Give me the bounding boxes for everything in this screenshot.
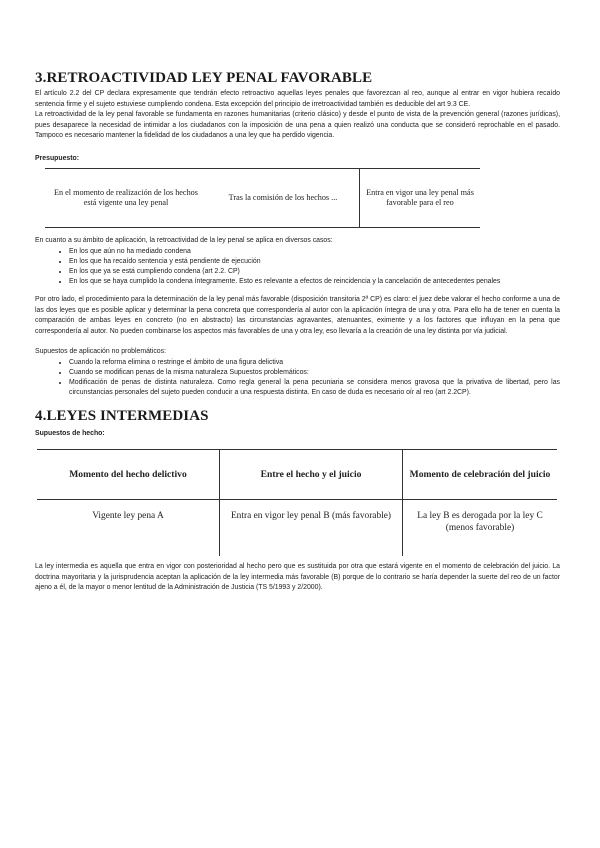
list-item: • En los que ya se está cumpliendo condena (art 2.2. CP) [69, 267, 560, 277]
ambito-intro: En cuanto a su ámbito de aplicación, la retroactividad de la ley penal se aplica en diversos casos: [35, 237, 333, 244]
header-momento-hecho: Momento del hecho delictivo [69, 468, 187, 480]
list-item: • Modificación de penas de distinta naturaleza. Como regla general la pena pecuniaria se considera menos gravosa que la privativa de libertad, pero las circunstancias personales del sujeto pueden conducir a una respuesta distinta. En caso de duda es necesario oír al reo (art 2.2CP). [69, 378, 560, 398]
section-title-retroactividad: 3.RETROACTIVIDAD LEY PENAL FAVORABLE [35, 70, 373, 86]
cell-ley-c: La ley B es derogada por la ley C (menos favorable) [403, 500, 558, 557]
paragraph-ley-intermedia: La ley intermedia es aquella que entra en vigor con posterioridad al hecho pero que es sustituida por otra que estará vigente en el momento de celebración del juicio. La doctrina mayoritaria y la jurisprudencia aceptan la aplicación de la ley intermedia más favorable (B) porque de lo contrario se haría depender la suerte del reo de un factor ajeno a él, de la mayor o menor lentitud de la Administración de Justicia (TS 5/1993 y 2/2000). [35, 563, 560, 592]
supuestos-intro: Supuestos de aplicación no problemáticos: [35, 348, 167, 356]
presupuesto-table [45, 168, 480, 228]
document-page [35, 70, 560, 594]
list-item: • Cuando se modifican penas de la misma naturaleza Supuestos problemáticos: [69, 368, 560, 378]
list-item: • En los que se haya cumplido la condena íntegramente. Esto es relevante a efectos de reincidencia y la cancelación de antecedentes penales [69, 277, 560, 287]
cell-ley-b: Entra en vigor ley penal B (más favorable) [220, 500, 403, 557]
presupuesto-table-row [45, 169, 480, 228]
presupuesto-cell-2: Tras la comisión de los hechos ... [228, 193, 338, 202]
ambito-list [35, 247, 560, 288]
list-item: • Cuando la reforma elimina o restringe el ámbito de una figura delictiva [69, 358, 560, 368]
cell-vigente-ley-a: Vigente ley pena A [92, 511, 164, 522]
presupuesto-cell-3: Entra en vigor una ley penal más favorable para el reo [360, 169, 481, 228]
leyes-intermedias-table [37, 449, 557, 556]
paragraph-procedimiento: Por otro lado, el procedimiento para la determinación de la ley penal más favorable (disposición transitoria 2ª CP) es claro: el juez debe valorar el hecho conforme a una de las dos leyes que es posible aplicar y determinar la pena concreta que correspondería al autor con la aplicación íntegra de una y otra. Para ello ha de tener en cuenta la comparación de ambas leyes en concreto (no en abstracto) las circunstancias agravantes, atenuantes, eximente y a los factores que influyan en la pena que correspondería al autor. No pueden combinarse los aspectos más favorables de una y otra ley, eso llevaría a la creación de una ley distinta por vía judicial. [35, 296, 560, 335]
supuestos-hecho-label: Supuestos de hecho: [35, 429, 105, 437]
table-header-row [37, 450, 557, 500]
header-momento-juicio: Momento de celebración del juicio [403, 450, 558, 500]
presupuesto-label: Presupuesto: [35, 154, 80, 162]
header-entre-hecho-juicio: Entre el hecho y el juicio [220, 450, 403, 500]
table-row [37, 500, 557, 557]
list-item: • En los que ha recaído sentencia y está pendiente de ejecución [69, 257, 560, 267]
supuestos-list [35, 358, 560, 399]
paragraph-fundamento: La retroactividad de la ley penal favorable se fundamenta en razones humanitarias (criterio clásico) y desde el punto de vista de la prevención general (razones jurídicas), pues desaparece la necesidad de intimidar a los ciudadanos con la imposición de una pena a quien realizó una conducta que se consideró reprochable en el pasado. Tampoco es necesario mantener la fidelidad de los ciudadanos a una ley que ha perdido vigencia. [35, 111, 560, 139]
list-item: • En los que aún no ha mediado condena [69, 247, 560, 257]
presupuesto-cell-1: En el momento de realización de los hechos está vigente una ley penal [54, 188, 198, 207]
paragraph-articulo-2-2: El artículo 2.2 del CP declara expresamente que tendrán efecto retroactivo aquellas leyes penales que favorezcan al reo, aunque al entrar en vigor hubiera recaído sentencia firme y el sujeto estuviese cumpliendo condena. Esta excepción del principio de irretroactividad también es deducible del art 9.3 CE. [35, 90, 560, 108]
section-title-leyes-intermedias: 4.LEYES INTERMEDIAS [35, 407, 209, 424]
